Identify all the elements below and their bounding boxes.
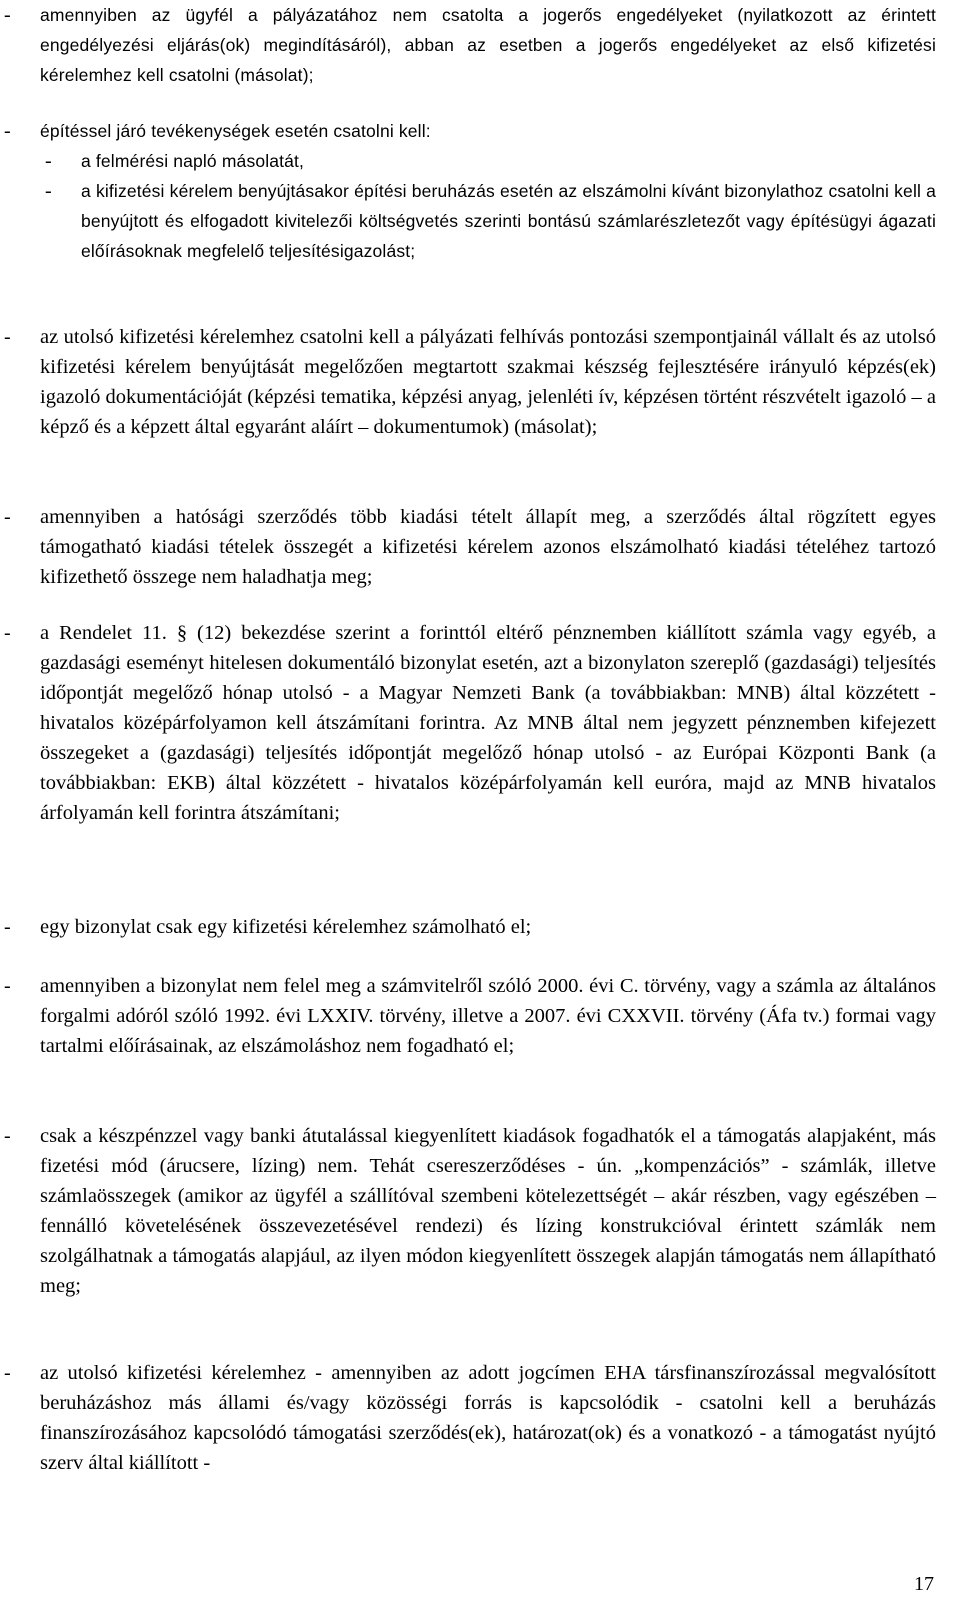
bullet-dash: - bbox=[45, 150, 52, 172]
sub-list-item-text: a kifizetési kérelem benyújtásakor építési beruházás esetén az elszámolni kívánt bizonylathoz csatolni kell a benyújtott és elfogadott kivitelezői költségvetés szerinti bontású számlarészletezőt vagy építésügyi ágazati előírásoknak megfelelő teljesítésigazolást; bbox=[81, 181, 936, 261]
bullet-dash: - bbox=[45, 180, 52, 202]
bullet-dash: - bbox=[4, 1125, 11, 1147]
bullet-dash: - bbox=[4, 120, 11, 142]
bullet-dash: - bbox=[4, 975, 11, 997]
list-item-text: építéssel járó tevékenységek esetén csatolni kell: bbox=[40, 121, 431, 141]
bullet-dash: - bbox=[4, 916, 11, 938]
bullet-dash: - bbox=[4, 1362, 11, 1384]
bullet-dash: - bbox=[4, 326, 11, 348]
list-item-text: az utolsó kifizetési kérelemhez - amennyiben az adott jogcímen EHA társfinanszírozással megvalósított beruházáshoz más állami és/vagy közösségi forrás is kapcsolódik - csatolni kell a beruházás finanszírozásához kapcsolódó támogatási szerződés(ek), határozat(ok) és a vonatkozó - a támogatást nyújtó szerv által kiállított - bbox=[40, 1362, 936, 1474]
bullet-dash: - bbox=[4, 4, 11, 26]
sub-list-item-text: a felmérési napló másolatát, bbox=[81, 151, 305, 171]
page-number: 17 bbox=[914, 1573, 934, 1595]
list-item-text: amennyiben a bizonylat nem felel meg a számvitelről szóló 2000. évi C. törvény, vagy a számla az általános forgalmi adóról szóló 1992. évi LXXIV. törvény, illetve a 2007. évi CXXVII. törvény (Áfa tv.) formai vagy tartalmi előírásainak, az elszámoláshoz nem fogadható el; bbox=[40, 975, 936, 1057]
list-item-text: a Rendelet 11. § (12) bekezdése szerint a forinttól eltérő pénznemben kiállított számla vagy egyéb, a gazdasági eseményt hitelesen dokumentáló bizonylat esetén, azt a bizonylaton szereplő (gazdasági) teljesítés időpontját megelőző hónap utolsó - a Magyar Nemzeti Bank (a továbbiakban: MNB) által közzétett - hivatalos középárfolyamon kell átszámítani forintra. Az MNB által nem jegyzett pénznemben kifejezett összegeket a (gazdasági) teljesítés időpontját megelőző hónap utolsó - az Európai Központi Bank (a továbbiakban: EKB) által közzétett - hivatalos középárfolyamán kell euróra, majd az MNB hivatalos árfolyamán kell forintra átszámítani; bbox=[40, 622, 936, 824]
list-item-text: amennyiben a hatósági szerződés több kiadási tételt állapít meg, a szerződés által rögzített egyes támogatható kiadási tételek összegét a kifizetési kérelem azonos elszámolható kiadási tételéhez tartozó kifizethető összege nem haladhatja meg; bbox=[40, 506, 936, 588]
bullet-dash: - bbox=[4, 506, 11, 528]
list-item-text: amennyiben az ügyfél a pályázatához nem csatolta a jogerős engedélyeket (nyilatkozott az érintett engedélyezési eljárás(ok) megindításáról), abban az esetben a jogerős engedélyeket az első kifizetési kérelemhez kell csatolni (másolat); bbox=[40, 5, 936, 85]
list-item-text: csak a készpénzzel vagy banki átutalással kiegyenlített kiadások fogadhatók el a támogatás alapjaként, más fizetési mód (árucsere, lízing) nem. Tehát csereszerződéses - ún. „kompenzációs” - számlák, illetve számlaösszegek (amikor az ügyfél a szállítóval szembeni kötelezettségét – akár részben, vagy egészében – fennálló követelésének összevezetésével rendezi) és lízing konstrukcióval érintett számlák nem szolgálhatnak a támogatás alapjául, az ilyen módon kiegyenlített összegek alapján támogatás nem állapítható meg; bbox=[40, 1125, 936, 1297]
list-item-text: az utolsó kifizetési kérelemhez csatolni kell a pályázati felhívás pontozási szempontjainál vállalt és az utolsó kifizetési kérelem benyújtását megelőzően megtartott szakmai készség fejlesztésére irányuló képzés(ek) igazoló dokumentációját (képzési tematika, képzési anyag, jelenléti ív, képzésen történt részvételt igazoló – a képző és a képzett által egyaránt aláírt – dokumentumok) (másolat); bbox=[40, 326, 936, 438]
list-item-text: egy bizonylat csak egy kifizetési kérelemhez számolható el; bbox=[40, 916, 532, 938]
bullet-dash: - bbox=[4, 622, 11, 644]
